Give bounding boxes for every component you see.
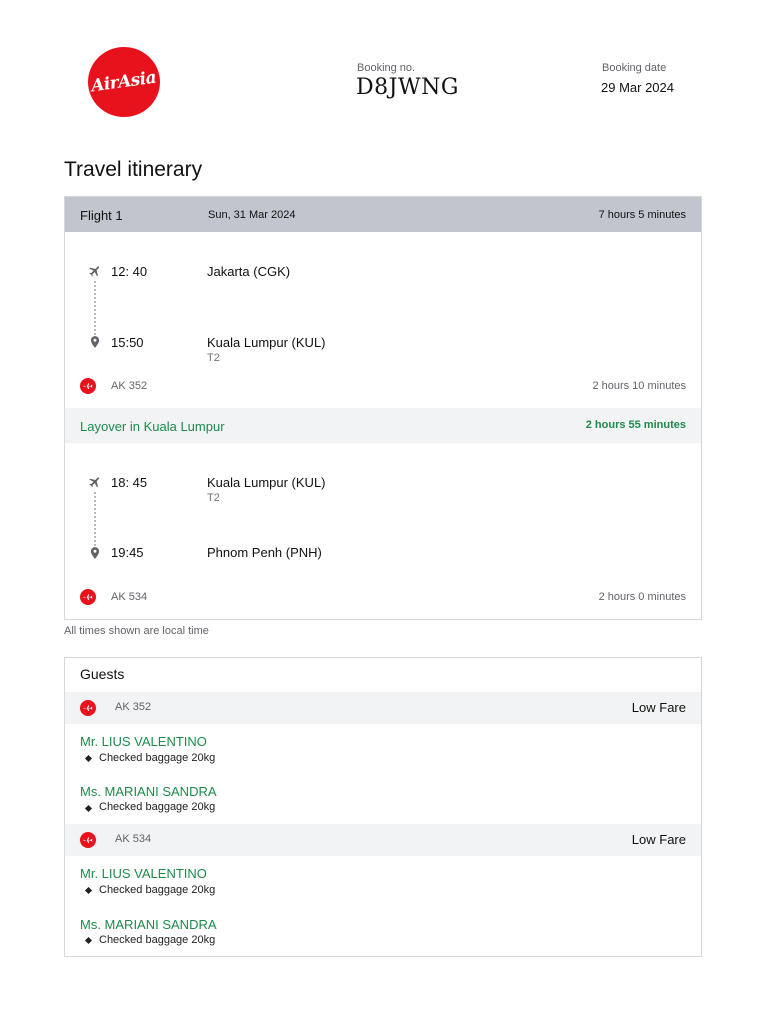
bullet-icon [85,937,92,944]
guest-flight-bar [65,824,701,856]
airasia-plane-badge-icon [80,700,96,716]
segment-2-depart-terminal: T2 [207,492,220,504]
segment-2-arrive-time: 19:45 [111,545,144,560]
flight-label: Flight 1 [80,208,123,223]
segment-1-arrive-terminal: T2 [207,352,220,364]
booking-date-label: Booking date [602,62,667,74]
flight-header [65,197,701,232]
flight-total-duration: 7 hours 5 minutes [598,209,686,221]
passenger-name: Mr. LIUS VALENTINO [80,734,207,749]
bullet-icon [85,805,92,812]
route-connector [94,281,96,335]
airasia-logo [88,47,160,117]
guest-fare-type: Low Fare [631,700,686,715]
layover-duration: 2 hours 55 minutes [585,419,686,431]
guest-flight-number: AK 534 [115,833,152,845]
bullet-icon [85,887,92,894]
segment-2-flight-number: AK 534 [111,591,148,603]
airasia-plane-badge-icon [80,832,96,848]
passenger-name: Ms. MARIANI SANDRA [80,784,217,799]
guest-flight-number: AK 352 [115,701,152,713]
guests-title: Guests [80,666,125,682]
segment-1-duration: 2 hours 10 minutes [592,380,686,392]
segment-2-duration: 2 hours 0 minutes [598,591,686,603]
passenger-baggage: Checked baggage 20kg [99,884,216,896]
layover-label: Layover in Kuala Lumpur [80,419,225,434]
bullet-icon [85,755,92,762]
booking-number: D8JWNG [356,75,459,100]
passenger-name: Ms. MARIANI SANDRA [80,917,217,932]
guest-fare-type: Low Fare [631,832,686,847]
plane-icon [88,264,102,278]
flight-date: Sun, 31 Mar 2024 [208,209,296,221]
page-title: Travel itinerary [64,158,203,181]
airasia-plane-badge-icon [80,378,96,394]
segment-2-arrive-place: Phnom Penh (PNH) [207,545,322,560]
itinerary-card [64,196,702,620]
segment-1-depart-time: 12: 40 [111,264,148,279]
segment-1-flight-number: AK 352 [111,380,148,392]
location-pin-icon [88,335,102,349]
location-pin-icon [88,546,102,560]
booking-number-label: Booking no. [357,62,416,74]
plane-icon [88,475,102,489]
segment-1-depart-place: Jakarta (CGK) [207,264,291,279]
passenger-baggage: Checked baggage 20kg [99,752,216,764]
layover-bar [65,408,701,443]
guest-flight-bar [65,692,701,724]
segment-1-arrive-place: Kuala Lumpur (KUL) [207,335,326,350]
local-time-note: All times shown are local time [64,625,209,637]
passenger-baggage: Checked baggage 20kg [99,934,216,946]
segment-1-arrive-time: 15:50 [111,335,144,350]
logo-text: AirAsia [90,67,158,97]
passenger-baggage: Checked baggage 20kg [99,801,216,813]
segment-2-depart-time: 18: 45 [111,475,148,490]
airasia-plane-badge-icon [80,589,96,605]
booking-date: 29 Mar 2024 [601,80,674,95]
segment-2-depart-place: Kuala Lumpur (KUL) [207,475,326,490]
route-connector [94,492,96,546]
guests-card [64,657,702,957]
passenger-name: Mr. LIUS VALENTINO [80,866,207,881]
